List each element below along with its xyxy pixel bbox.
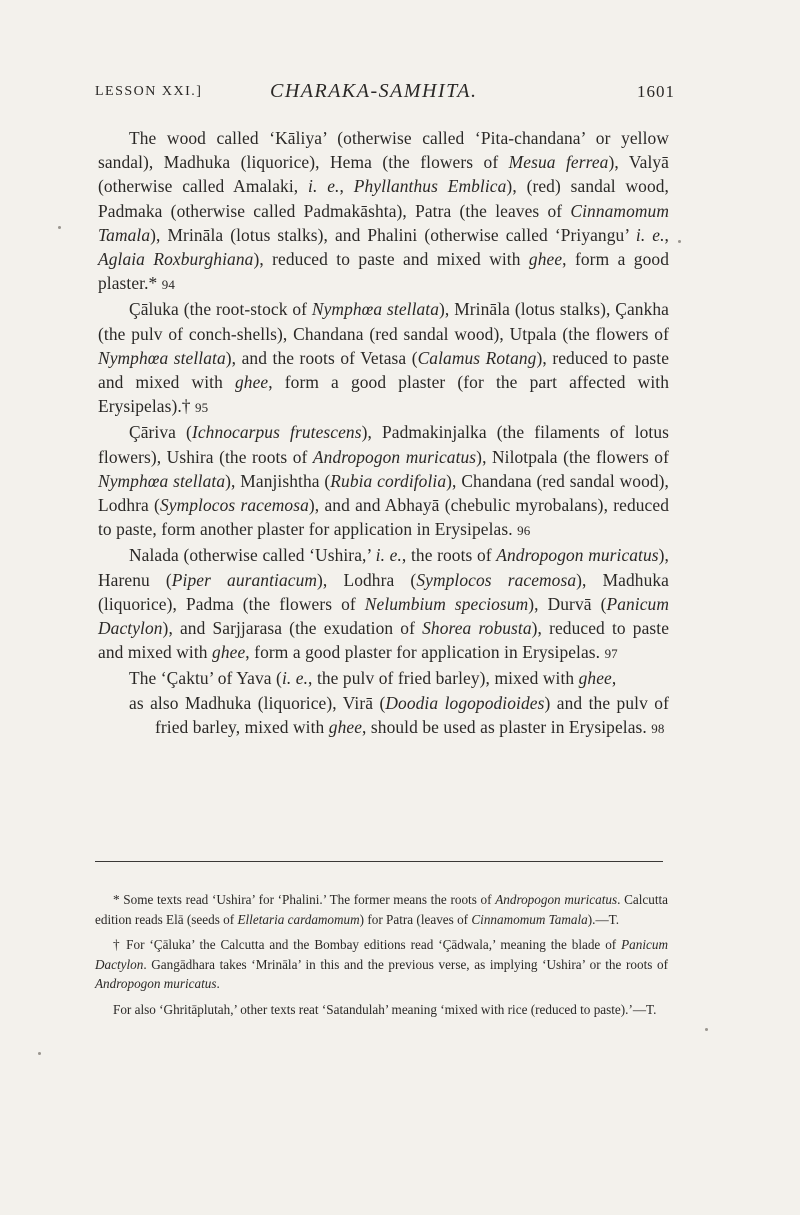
italic-term: Nymphœa stellata (98, 347, 226, 368)
italic-term: Symplocos racemosa (159, 495, 309, 516)
italic-term: Andropogon muricatus (495, 892, 618, 907)
text-run: Çāriva ( (129, 422, 192, 443)
text-run: ), Madhuka (liquorice), Padma (the flowers of (98, 569, 669, 614)
italic-term: Aglaia Roxburghiana (98, 249, 254, 270)
text-run: Nalada (otherwise called ‘Ushira,’ (129, 545, 376, 566)
italic-term: ghee (578, 668, 612, 689)
italic-term: Ichnocarpus frutescens (191, 422, 362, 443)
italic-term: Elletaria cardamomum (237, 911, 360, 927)
text-run: ), reduced to paste and mixed with (98, 347, 670, 393)
text-run: ), and and Abhayā (chebulic myrobalans), reduced to paste, form another plaster for application in Erysipelas. (98, 495, 669, 540)
italic-term: i. e. (635, 224, 665, 245)
text-run: ), Padmakinjalka (the filaments of lotus flowers), Ushira (the roots of (98, 422, 670, 467)
paragraph-verse-96 (98, 420, 669, 543)
verse-number: 97 (604, 646, 618, 662)
text-run: ).—T. (587, 911, 619, 927)
text-run: , (664, 224, 669, 245)
main-text (98, 126, 669, 741)
text-run: The wood called ‘Kāliya’ (otherwise called ‘Pita-chandana’ or yellow sandal), Madhuka (liquorice), Hema (the flowers of (98, 128, 669, 173)
paragraph-verse-95 (98, 297, 669, 420)
text-run: For ‘Çāluka’ the Calcutta and the Bombay editions read ‘Çādwala,’ meaning the blade of (126, 937, 622, 953)
verse-number: 96 (517, 523, 531, 539)
paragraph-verse-97 (98, 543, 669, 666)
text-run: ), and Sarjjarasa (the exudation of (162, 618, 423, 639)
header-page-number: 1601 (637, 82, 675, 101)
footnote-asterisk (95, 890, 668, 929)
footnote-marker: * (113, 892, 124, 907)
text-run: , form a good plaster (for the part affected with Erysipelas).† (98, 372, 669, 417)
paragraph-verse-94 (98, 126, 669, 297)
text-run: Some texts read ‘Ushira’ for ‘Phalini.’ The former means the roots of (123, 892, 496, 907)
text-run: , form a good plaster for application in Erysipelas. (245, 642, 605, 663)
text-run: ), reduced to paste and mixed with (253, 249, 529, 270)
footnote-dagger (95, 935, 668, 994)
text-run: , the roots of (401, 545, 497, 566)
paragraph-verse-98-continued (98, 691, 669, 741)
text-run: ), Chandana (red sandal wood), Lodhra ( (98, 470, 670, 516)
running-header (95, 80, 675, 106)
paper-speck (38, 1052, 41, 1055)
footnotes (95, 890, 668, 1026)
text-run: ) for Patra (leaves of (359, 911, 472, 927)
italic-term: Phyllanthus Emblica (353, 176, 507, 197)
text-run: ), Valyā (otherwise called Amalaki, (98, 152, 669, 197)
italic-term: Rubia cordifolia (330, 470, 447, 491)
footnote-note (95, 1000, 668, 1020)
italic-term: i. e. (375, 545, 402, 566)
verse-number: 94 (161, 277, 175, 293)
text-run: ), Nilotpala (the flowers of (476, 446, 669, 467)
text-run: ), and the roots of Vetasa ( (225, 347, 418, 368)
footnote-divider (95, 861, 663, 862)
italic-term: Cinnamomum Tamala (98, 200, 669, 245)
italic-term: Panicum Dactylon (95, 937, 669, 972)
text-run: The ‘Çaktu’ of Yava ( (129, 668, 282, 689)
text-run: . Calcutta edition reads Elā (seeds of (95, 892, 669, 927)
italic-term: Shorea robusta (422, 618, 532, 639)
text-run: ), Durvā ( (528, 593, 607, 614)
header-lesson: LESSON XXI.] (95, 84, 203, 99)
italic-term: i. e. (308, 176, 340, 197)
text-run: . Gangādhara takes ‘Mrināla’ in this and the previous verse, as implying ‘Ushira’ or the roots of (143, 956, 668, 972)
italic-term: Symplocos racemosa (416, 569, 577, 590)
text-run: ), Harenu ( (98, 545, 669, 590)
italic-term: ghee (212, 642, 246, 663)
text-run: ) and the pulv of fried barley, mixed with (155, 692, 669, 737)
verse-number: 95 (195, 400, 209, 416)
italic-term: ghee (528, 249, 563, 270)
italic-term: ghee (234, 372, 269, 393)
italic-term: i. e. (281, 668, 309, 689)
text-run: ), Mrināla (lotus stalks), and Phalini (otherwise called ‘Priyangu’ (150, 224, 636, 245)
paragraph-verse-98-start (98, 666, 669, 690)
italic-term: Nymphœa stellata (98, 470, 226, 491)
footnote-marker: † (113, 937, 127, 953)
header-title: CHARAKA-SAMHITA. (270, 80, 478, 102)
text-run: as also Madhuka (liquorice), Virā ( (129, 692, 386, 713)
italic-term: Calamus Rotang (417, 347, 537, 368)
italic-term: Andropogon muricatus (312, 446, 477, 467)
text-run: ), Mrināla (lotus stalks), Çankha (the pulv of conch-shells), Chandana (red sandal wood), Utpala (the flowers of (98, 299, 670, 344)
italic-term: Doodia logopodioides (385, 692, 545, 713)
paper-speck (705, 1028, 708, 1031)
text-run: , form a good plaster.* (98, 249, 669, 294)
italic-term: Nelumbium speciosum (364, 593, 529, 614)
italic-term: Andropogon muricatus (496, 545, 659, 566)
text-run: ), (red) sandal wood, Padmaka (otherwise called Padmakāshta), Patra (the leaves of (98, 176, 670, 221)
italic-term: Andropogon muricatus (95, 976, 217, 992)
italic-term: Mesua ferrea (508, 152, 609, 173)
text-run: , (611, 668, 617, 689)
italic-term: Piper aurantiacum (171, 569, 318, 590)
text-run: ), Lodhra ( (317, 569, 417, 590)
italic-term: Nymphœa stellata (311, 299, 440, 320)
text-run: Çāluka (the root-stock of (129, 299, 312, 320)
italic-term: ghee (328, 716, 363, 737)
verse-number: 98 (651, 720, 665, 736)
text-run: ), Manjishtha ( (225, 470, 331, 491)
italic-term: Panicum Dactylon (98, 593, 669, 639)
paper-speck (678, 240, 681, 243)
text-run: ), reduced to paste and mixed with (98, 618, 670, 663)
text-run: . (216, 976, 220, 992)
text-run: , should be used as plaster in Erysipelas. (362, 716, 652, 737)
text-run: , (339, 176, 354, 197)
text-run: , the pulv of fried barley), mixed with (308, 668, 579, 689)
paper-speck (58, 226, 61, 229)
text-run: For also ‘Ghritāplutah,’ other texts reat ‘Satandulah’ meaning ‘mixed with rice (reduced to paste).’—T. (113, 1001, 657, 1017)
italic-term: Cinnamomum Tamala (471, 911, 588, 927)
